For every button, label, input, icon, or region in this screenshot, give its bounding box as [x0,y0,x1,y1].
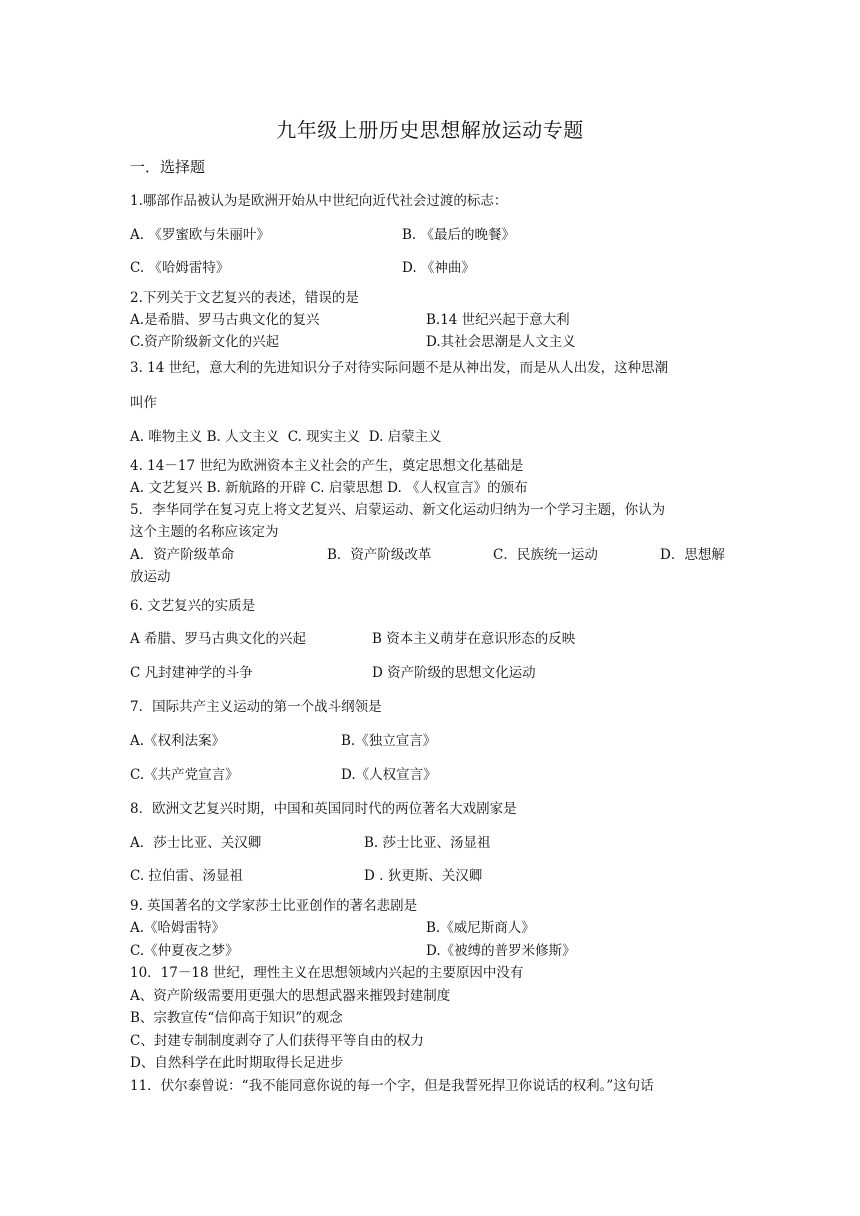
question-2-option-d: D.其社会思潮是人文主义 [426,334,576,350]
question-6-option-b: B 资本主义萌芽在意识形态的反映 [372,631,576,647]
question-3-stem-line-2: 叫作 [130,395,157,411]
question-10-option-a: A、资产阶级需要用更强大的思想武器来摧毁封建制度 [130,988,451,1004]
question-8-option-b: B. 莎士比亚、汤显祖 [364,835,491,851]
question-2-option-a: A.是希腊、罗马古典文化的复兴 [130,312,320,328]
question-1-stem: 1.哪部作品被认为是欧洲开始从中世纪向近代社会过渡的标志： [130,193,508,209]
question-2-option-b: B.14 世纪兴起于意大利 [426,312,570,328]
question-6-stem: 6. 文艺复兴的实质是 [130,598,256,614]
question-9-stem: 9. 英国著名的文学家莎士比亚创作的著名悲剧是 [130,898,418,914]
question-10-stem: 10．17－18 世纪，理性主义在思想领域内兴起的主要原因中没有 [130,965,524,981]
question-5-option-d: D．思想解 [660,547,725,563]
question-5-option-a: A．资产阶级革命 [130,547,235,563]
question-2-option-c: C.资产阶级新文化的兴起 [130,334,280,350]
question-1-option-d: D. 《神曲》 [402,260,475,276]
section-heading: 一．选择题 [130,158,206,176]
question-7-option-a: A.《权利法案》 [130,733,226,749]
question-7-option-d: D.《人权宣言》 [341,767,437,783]
question-4-options: A. 文艺复兴 B. 新航路的开辟 C. 启蒙思想 D. 《人权宣言》的颁布 [130,480,528,496]
question-8-stem: 8．欧洲文艺复兴时期，中国和英国同时代的两位著名大戏剧家是 [130,801,517,817]
question-6-option-d: D 资产阶级的思想文化运动 [372,665,536,681]
question-5-stem-line-1: 5．李华同学在复习克上将文艺复兴、启蒙运动、新文化运动归纳为一个学习主题，你认为 [130,502,666,518]
question-7-option-c: C.《共产党宣言》 [130,767,239,783]
question-11-stem: 11．伏尔泰曾说：“我不能同意你说的每一个字，但是我誓死捍卫你说话的权利。”这句话 [130,1078,654,1094]
question-8-option-a: A．莎士比亚、关汉卿 [130,835,262,851]
question-6-option-c: C 凡封建神学的斗争 [130,665,253,681]
question-5-stem-line-2: 这个主题的名称应该定为 [130,524,279,540]
question-10-option-d: D、自然科学在此时期取得长足进步 [130,1055,344,1071]
question-2-stem: 2.下列关于文艺复兴的表述，错误的是 [130,290,359,306]
question-9-option-d: D.《被缚的普罗米修斯》 [426,943,576,959]
question-1-option-a: A. 《罗蜜欧与朱丽叶》 [130,227,270,243]
question-5-option-b: B．资产阶级改革 [327,547,432,563]
question-1-option-c: C. 《哈姆雷特》 [130,260,230,276]
question-9-option-a: A.《哈姆雷特》 [130,920,226,936]
question-4-stem: 4. 14－17 世纪为欧洲资本主义社会的产生，奠定思想文化基础是 [130,458,524,474]
question-3-stem-line-1: 3. 14 世纪，意大利的先进知识分子对待实际问题不是从神出发，而是从人出发，这种思潮 [130,360,669,376]
page-title: 九年级上册历史思想解放运动专题 [276,118,584,142]
question-9-option-b: B.《威尼斯商人》 [426,920,535,936]
question-6-option-a: A 希腊、罗马古典文化的兴起 [130,631,307,647]
question-1-option-b: B. 《最后的晚餐》 [402,227,516,243]
question-7-stem: 7．国际共产主义运动的第一个战斗纲领是 [130,699,382,715]
question-10-option-b: B、宗教宣传“信仰高于知识”的观念 [130,1010,343,1026]
question-8-option-c: C. 拉伯雷、汤显祖 [130,868,243,884]
question-8-option-d: D . 狄更斯、关汉卿 [364,868,483,884]
question-5-option-d-continued: 放运动 [130,569,171,585]
question-5-option-c: C．民族统一运动 [493,547,598,563]
question-10-option-c: C、封建专制制度剥夺了人们获得平等自由的权力 [130,1033,424,1049]
question-3-options: A. 唯物主义 B. 人文主义 C. 现实主义 D. 启蒙主义 [130,429,442,445]
question-9-option-c: C.《仲夏夜之梦》 [130,943,239,959]
question-7-option-b: B.《独立宣言》 [341,733,437,749]
